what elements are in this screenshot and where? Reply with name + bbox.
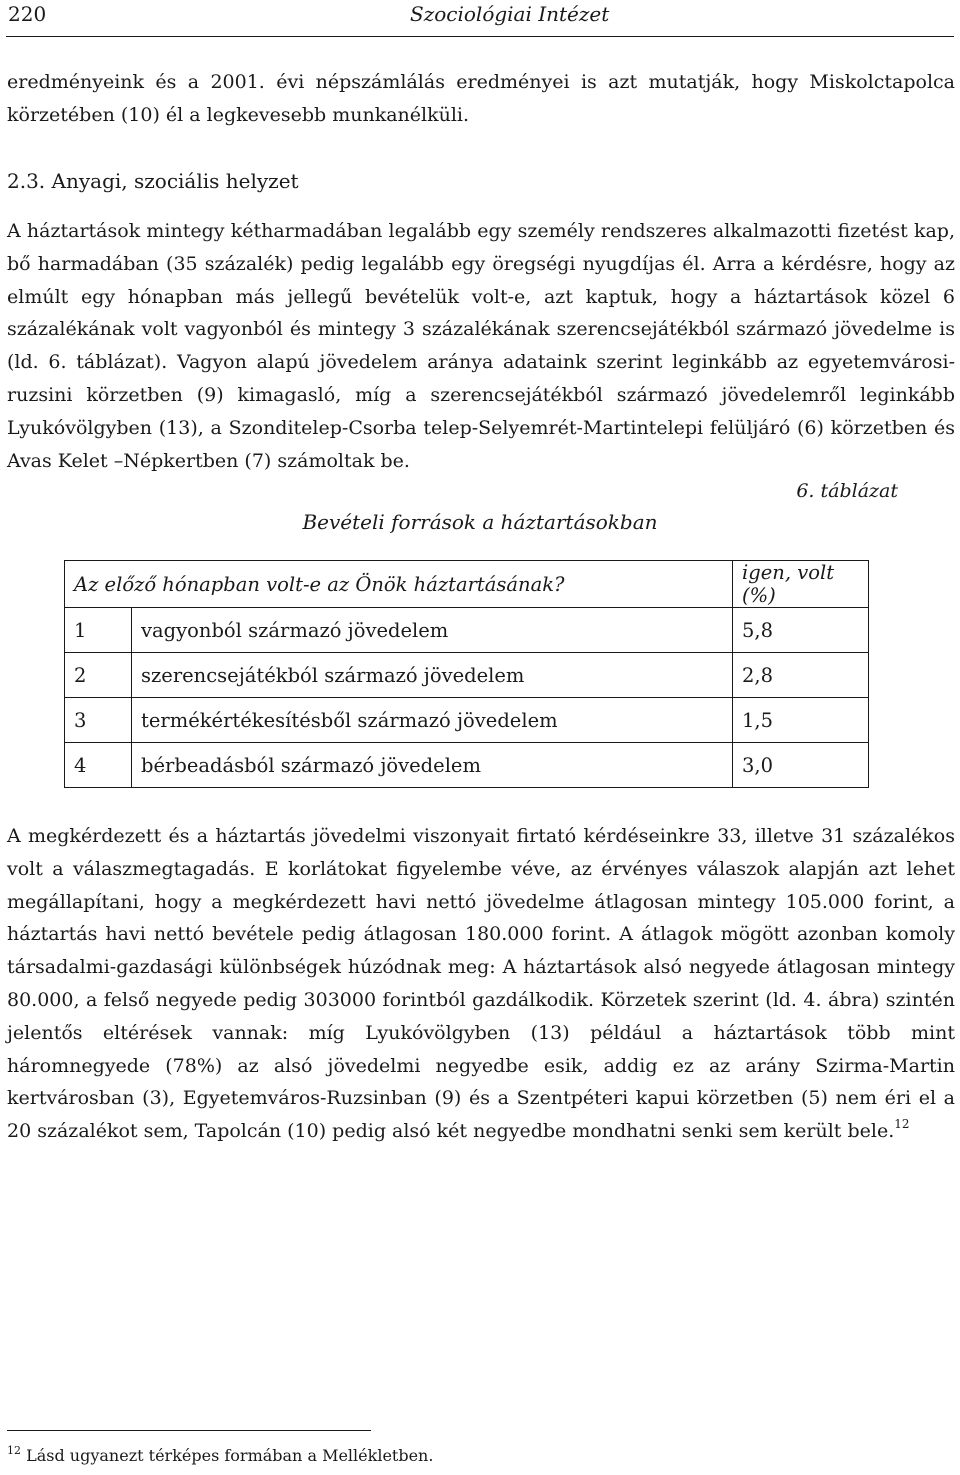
table-row — [65, 608, 869, 653]
header-divider — [6, 36, 954, 37]
table-number-label: 6. táblázat — [796, 480, 898, 502]
paragraph-income-levels-text: A megkérdezett és a háztartás jövedelmi viszonyait firtató kérdéseinkre 33, illetve 31 százalékos volt a válaszmegtagadás. E korlátokat figyelembe véve, az érvényes válaszok alapján azt lehet megállapítani, hogy a megkérdezett havi nettó jövedelme átlagosan mintegy 105.000 forint, a háztartás havi nettó bevétele pedig átlagosan 180.000 forint. A átlagok mögött azonban komoly társadalmi-gazdasági különbségek húzódnak meg: A háztartások alsó negyede átlagosan mintegy 80.000, a felső negyede pedig 303000 forintból gazdálkodik. Körzetek szerint (ld. 4. ábra) szintén jelentős eltérések vannak: míg Lyukóvölgyben (13) például a háztartások több mint háromnegyede (78%) az alsó jövedelmi negyedbe esik, addig ez az arány Szirma-Martin kertvárosban (3), Egyetemváros-Ruzsinban (9) és a Szentpéteri kapui körzetben (5) nem éri el a 20 százalékot sem, Tapolcán (10) pedig alsó két negyedbe mondhatni senki sem került bele. — [7, 825, 955, 1143]
table-header-row — [65, 561, 869, 608]
paragraph-income-sources: A háztartások mintegy kétharmadában legalább egy személy rendszeres alkalmazotti fizetést kap, bő harmadában (35 százalék) pedig legalább egy öregségi nyugdíjas él. Arra a kérdésre, hogy az elmúlt egy hónapban más jellegű bevételük volt-e, azt kaptuk, hogy a háztartások közel 6 százalékának volt vagyonból és mintegy 3 százalékának szerencsejátékból származó jövedelme is (ld. 6. táblázat). Vagyon alapú jövedelem aránya adataink szerint leginkább az egyetemvárosi-ruzsini körzetben (9) kimagasló, míg a szerencsejátékból származó jövedelemről leginkább Lyukóvölgyben (13), a Szonditelep-Csorba telep-Selyemrét-Martintelepi felüljáró (6) körzetben és Avas Kelet –Népkertben (7) számoltak be. — [7, 220, 955, 472]
row-label: termékértékesítésből származó jövedelem — [132, 698, 733, 743]
table-header-question: Az előző hónapban volt-e az Önök háztartásának? — [65, 561, 733, 608]
row-label: szerencsejátékból származó jövedelem — [132, 653, 733, 698]
row-value: 3,0 — [733, 743, 869, 788]
table-row — [65, 653, 869, 698]
income-sources-table — [64, 560, 869, 788]
row-value: 2,8 — [733, 653, 869, 698]
table-header-value: igen, volt (%) — [733, 561, 869, 608]
table-row — [65, 743, 869, 788]
footnote-divider — [7, 1430, 371, 1431]
paragraph-income-levels — [7, 820, 955, 1148]
running-header-title: Szociológiai Intézet — [410, 2, 610, 26]
section-heading: 2.3. Anyagi, szociális helyzet — [7, 169, 299, 193]
row-value: 5,8 — [733, 608, 869, 653]
row-number: 3 — [65, 698, 132, 743]
row-number: 1 — [65, 608, 132, 653]
row-label: vagyonból származó jövedelem — [132, 608, 733, 653]
footnote-number: 12 — [7, 1444, 21, 1457]
row-number: 2 — [65, 653, 132, 698]
page-number: 220 — [8, 2, 47, 26]
table-row — [65, 698, 869, 743]
footnote-text: Lásd ugyanezt térképes formában a Mellékletben. — [26, 1446, 434, 1465]
row-label: bérbeadásból származó jövedelem — [132, 743, 733, 788]
footnote-reference[interactable]: 12 — [894, 1117, 910, 1132]
table-title: Bevételi források a háztartásokban — [302, 510, 658, 534]
row-value: 1,5 — [733, 698, 869, 743]
paragraph-intro: eredményeink és a 2001. évi népszámlálás eredményei is azt mutatják, hogy Miskolctapolca körzetében (10) él a legkevesebb munkanélküli. — [7, 71, 955, 126]
footnote — [7, 1446, 433, 1465]
row-number: 4 — [65, 743, 132, 788]
